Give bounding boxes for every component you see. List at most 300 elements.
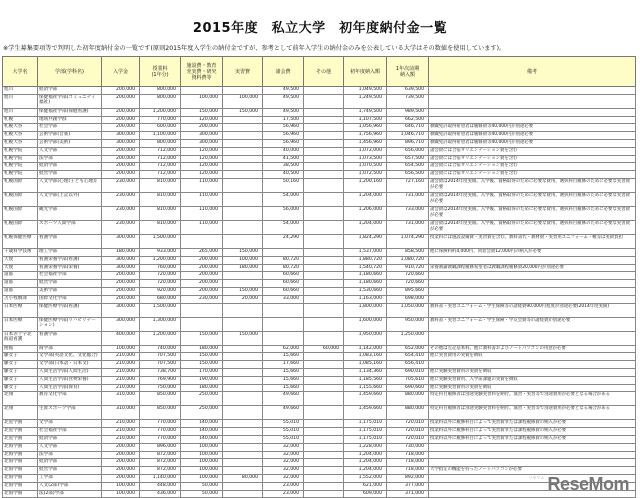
- cell-first-year-total: 1,085,160: [344, 361, 387, 369]
- cell-remarks: 栄養教諭教職課程履修希望者は教職課程履修費20,000円が別途必要: [429, 264, 636, 272]
- cell-faculty: 社会福祉学部: [38, 428, 102, 436]
- cell-other-fee: [304, 147, 344, 155]
- cell-practicum-fee: [223, 406, 263, 420]
- cell-first-term-payment: 662,500: [387, 116, 429, 124]
- table-row: [3, 94, 636, 108]
- cell-faculty: 経済学部: [38, 459, 102, 467]
- header-association-fee: 諸会費: [263, 57, 304, 87]
- cell-university: 日本医療: [3, 317, 38, 331]
- cell-other-fee: [304, 361, 344, 369]
- cell-remarks: [429, 280, 636, 288]
- cell-first-term-payment: 892,000: [387, 474, 429, 482]
- cell-facility-fee: 100,000: [181, 451, 223, 459]
- cell-association-fee: 40,500: [263, 171, 304, 179]
- cell-faculty: 保健福祉学部(保健看護): [38, 108, 102, 116]
- cell-other-fee: [304, 406, 344, 420]
- cell-university: 藤女子: [3, 376, 38, 384]
- cell-facility-fee: [181, 234, 223, 248]
- cell-other-fee: [304, 206, 344, 220]
- cell-first-term-payment: 720,010: [387, 420, 429, 428]
- cell-university: 札幌大谷: [3, 132, 38, 140]
- cell-remarks: 諸会費は2014年度実績。入学後、資格取得のために必要な費用、選択科目履修のために必要な実習費が必要: [429, 206, 636, 220]
- table-row: [3, 376, 636, 384]
- cell-admission-fee: 100,000: [102, 482, 140, 490]
- cell-first-term-payment: 656,500: [387, 171, 429, 179]
- cell-first-year-total: 1,950,000: [344, 331, 387, 345]
- cell-faculty: 人間生活学部(保育): [38, 384, 102, 392]
- table-row: [3, 116, 636, 124]
- cell-first-year-total: 1,072,000: [344, 147, 387, 155]
- cell-first-term-payment: 1,080,720: [387, 256, 429, 264]
- cell-faculty: 経済学部: [38, 435, 102, 443]
- cell-facility-fee: 110,000: [181, 192, 223, 206]
- cell-first-term-payment: 720,010: [387, 428, 429, 436]
- cell-association-fee: 55,010: [263, 420, 304, 428]
- cell-tuition: 1,500,000: [140, 234, 181, 248]
- cell-practicum-fee: [223, 435, 263, 443]
- cell-remarks: 諸会費には合宿オリエンテーション費を含む: [429, 171, 636, 179]
- table-row: [3, 459, 636, 467]
- cell-admission-fee: 210,000: [102, 368, 140, 376]
- cell-university: 北海学園: [3, 451, 38, 459]
- cell-university: 札幌学院: [3, 155, 38, 163]
- cell-facility-fee: 140,000: [181, 428, 223, 436]
- cell-first-term-payment: 896,710: [387, 139, 429, 147]
- cell-tuition: 740,000: [140, 345, 181, 353]
- cell-faculty: 保健医療学部(リハビリテーション): [38, 317, 102, 331]
- cell-facility-fee: 150,000: [181, 361, 223, 369]
- cell-university: 札幌学院: [3, 163, 38, 171]
- cell-facility-fee: [181, 303, 223, 317]
- cell-other-fee: [304, 124, 344, 132]
- cell-tuition: 850,000: [140, 392, 181, 406]
- cell-association-fee: 23,000: [263, 490, 304, 498]
- cell-first-year-total: 1,185,560: [344, 376, 387, 384]
- cell-first-term-payment: 733,000: [387, 206, 429, 220]
- cell-other-fee: [304, 163, 344, 171]
- cell-tuition: 1,100,000: [140, 132, 181, 140]
- cell-other-fee: [304, 392, 344, 406]
- cell-tuition: 800,000: [140, 94, 181, 108]
- cell-first-term-payment: 371,000: [387, 490, 429, 498]
- cell-facility-fee: 180,000: [181, 384, 223, 392]
- cell-first-year-total: 1,175,010: [344, 435, 387, 443]
- cell-practicum-fee: [223, 345, 263, 353]
- cell-remarks: 授業料以外に履修科目によって実習費または課程履修費の納入が必要: [429, 428, 636, 436]
- cell-facility-fee: 100,000: [181, 443, 223, 451]
- cell-admission-fee: 300,000: [102, 317, 140, 331]
- cell-university: 北海学園: [3, 482, 38, 490]
- table-row: [3, 147, 636, 155]
- table-row: [3, 234, 636, 248]
- cell-practicum-fee: [223, 353, 263, 361]
- cell-association-fee: 32,000: [263, 467, 304, 475]
- cell-practicum-fee: [223, 116, 263, 124]
- cell-admission-fee: 300,000: [102, 234, 140, 248]
- table-row: [3, 163, 636, 171]
- cell-remarks: 教職免許取得希望者は履修費等40,000円が別途必要: [429, 124, 636, 132]
- table-row: [3, 178, 636, 192]
- cell-other-fee: [304, 303, 344, 317]
- cell-facility-fee: 110,000: [181, 220, 223, 234]
- cell-remarks: 諸会費には合宿オリエンテーション費を含む: [429, 155, 636, 163]
- cell-other-fee: [304, 87, 344, 95]
- cell-admission-fee: 300,000: [102, 303, 140, 317]
- table-row: [3, 317, 636, 331]
- cell-university: 札幌国際: [3, 206, 38, 220]
- cell-association-fee: 40,000: [263, 147, 304, 155]
- cell-remarks: 他に実験実習費用の実費を徴収: [429, 368, 636, 376]
- cell-remarks: その他は左記基本料。他に教科書およびノートパソコンの用意が必要: [429, 345, 636, 353]
- header-tuition: 授業料 (1年分): [140, 57, 181, 87]
- cell-first-term-payment: 950,000: [387, 317, 429, 331]
- cell-remarks: 教職免許取得希望者は履修費等40,000円が別途必要: [429, 132, 636, 140]
- cell-first-year-total: 1,180,660: [344, 272, 387, 280]
- cell-faculty: 経済学部: [38, 87, 102, 95]
- cell-university: 札幌学院: [3, 171, 38, 179]
- cell-first-term-payment: 739,500: [387, 94, 429, 108]
- header-admission-fee: 入学金: [102, 57, 140, 87]
- cell-facility-fee: 100,000: [181, 467, 223, 475]
- cell-other-fee: [304, 132, 344, 140]
- cell-university: 天使: [3, 256, 38, 264]
- cell-facility-fee: 200,000: [181, 264, 223, 272]
- cell-tuition: 872,000: [140, 451, 181, 459]
- cell-admission-fee: 200,000: [102, 94, 140, 108]
- cell-remarks: [429, 256, 636, 264]
- cell-practicum-fee: [223, 303, 263, 317]
- table-row: [3, 192, 636, 206]
- table-row: [3, 353, 636, 361]
- cell-first-term-payment: 880,000: [387, 392, 429, 406]
- cell-association-fee: 56,960: [263, 139, 304, 147]
- cell-faculty: 文学部: [38, 420, 102, 428]
- cell-admission-fee: 230,000: [102, 178, 140, 192]
- cell-association-fee: 54,000: [263, 192, 304, 206]
- cell-faculty: 経営学部: [38, 171, 102, 179]
- cell-first-year-total: 1,800,000: [344, 303, 387, 317]
- cell-tuition: 707,500: [140, 361, 181, 369]
- header-university: 大学名: [3, 57, 38, 87]
- cell-admission-fee: 200,000: [102, 108, 140, 116]
- cell-practicum-fee: [223, 280, 263, 288]
- cell-university: 北海学園: [3, 459, 38, 467]
- cell-tuition: 712,000: [140, 155, 181, 163]
- cell-first-year-total: 1,083,160: [344, 353, 387, 361]
- cell-tuition: 1,200,000: [140, 108, 181, 116]
- table-row: [3, 280, 636, 288]
- cell-other-fee: [304, 248, 344, 256]
- header-other-fee: その他: [304, 57, 344, 87]
- cell-facility-fee: 150,000: [181, 353, 223, 361]
- cell-faculty: 法学部: [38, 451, 102, 459]
- cell-faculty: 文学部(日本語・日本文): [38, 361, 102, 369]
- cell-admission-fee: 300,000: [102, 256, 140, 264]
- cell-first-term-payment: 690,010: [387, 368, 429, 376]
- cell-facility-fee: 110,000: [181, 206, 223, 220]
- cell-other-fee: [304, 451, 344, 459]
- cell-tuition: 850,000: [140, 406, 181, 420]
- cell-association-fee: [263, 248, 304, 256]
- cell-first-term-payment: 654,410: [387, 353, 429, 361]
- cell-first-term-payment: 731,000: [387, 192, 429, 206]
- cell-admission-fee: 200,000: [102, 467, 140, 475]
- cell-practicum-fee: 100,000: [223, 94, 263, 108]
- cell-association-fee: 62,000: [263, 345, 304, 353]
- cell-admission-fee: 230,000: [102, 220, 140, 234]
- cell-practicum-fee: [223, 178, 263, 192]
- cell-facility-fee: 120,000: [181, 171, 223, 179]
- cell-first-year-total: 1,206,000: [344, 206, 387, 220]
- cell-facility-fee: 140,000: [181, 435, 223, 443]
- cell-first-year-total: 1,249,500: [344, 94, 387, 108]
- cell-faculty: 地域共創学群: [38, 116, 102, 124]
- cell-first-term-payment: 910,720: [387, 264, 429, 272]
- cell-university: 北翔: [3, 392, 38, 406]
- cell-facility-fee: 230,000: [181, 295, 223, 303]
- cell-facility-fee: 110,000: [181, 178, 223, 192]
- cell-faculty: 観光学部: [38, 206, 102, 220]
- cell-association-fee: 60,660: [263, 287, 304, 295]
- cell-remarks: 諸会費は2014年度実績。入学後、資格取得のために必要な費用、選択科目履修のために必要な実習費が必要: [429, 178, 636, 192]
- cell-university: 北海学園: [3, 490, 38, 498]
- cell-other-fee: [304, 435, 344, 443]
- cell-first-term-payment: 705,610: [387, 376, 429, 384]
- cell-remarks: [429, 94, 636, 108]
- cell-other-fee: [304, 178, 344, 192]
- cell-admission-fee: 200,000: [102, 451, 140, 459]
- cell-tuition: 707,500: [140, 353, 181, 361]
- cell-facility-fee: 170,000: [181, 368, 223, 376]
- cell-tuition: 810,000: [140, 178, 181, 192]
- cell-practicum-fee: [223, 467, 263, 475]
- cell-remarks: 諸会費は2014年度実績。入学後、資格取得のために必要な費用、選択科目履修のために必要な実習費が必要: [429, 220, 636, 234]
- cell-admission-fee: 180,000: [102, 248, 140, 256]
- cell-remarks: 諸会費には合宿オリエンテーション費を含む: [429, 163, 636, 171]
- cell-faculty: 看護学部: [38, 234, 102, 248]
- header-facility-fee: 施設費・教育 充実費・研究 資料費等: [181, 57, 223, 87]
- cell-other-fee: [304, 287, 344, 295]
- cell-remarks: [429, 459, 636, 467]
- cell-other-fee: [304, 280, 344, 288]
- cell-university: 北星学園: [3, 420, 38, 428]
- cell-facility-fee: [181, 317, 223, 331]
- cell-admission-fee: 400,000: [102, 331, 140, 345]
- cell-admission-fee: 200,000: [102, 443, 140, 451]
- cell-facility-fee: 100,000: [181, 459, 223, 467]
- cell-practicum-fee: [223, 392, 263, 406]
- cell-practicum-fee: 150,000: [223, 248, 263, 256]
- cell-practicum-fee: 80,000: [223, 474, 263, 482]
- cell-first-term-payment: 656,410: [387, 361, 429, 369]
- cell-remarks: [429, 272, 636, 280]
- cell-other-fee: [304, 443, 344, 451]
- cell-remarks: [429, 116, 636, 124]
- cell-tuition: 760,000: [140, 264, 181, 272]
- cell-first-year-total: 1,142,000: [344, 345, 387, 353]
- table-row: [3, 443, 636, 451]
- cell-practicum-fee: [223, 428, 263, 436]
- table-row: [3, 451, 636, 459]
- cell-facility-fee: 120,000: [181, 116, 223, 124]
- cell-facility-fee: 140,000: [181, 420, 223, 428]
- table-row: [3, 139, 636, 147]
- cell-remarks: 授業料には施設設備費・実習費を含む。教科書代・教材費・実習用ユニフォーム・靴等は実費負担: [429, 234, 636, 248]
- cell-tuition: 810,000: [140, 220, 181, 234]
- cell-practicum-fee: 180,000: [223, 264, 263, 272]
- cell-other-fee: [304, 171, 344, 179]
- table-row: [3, 124, 636, 132]
- cell-first-year-total: 1,107,500: [344, 116, 387, 124]
- cell-other-fee: [304, 155, 344, 163]
- cell-first-year-total: 1,070,500: [344, 163, 387, 171]
- cell-admission-fee: 210,000: [102, 376, 140, 384]
- cell-tuition: 750,000: [140, 384, 181, 392]
- cell-faculty: 社会学部: [38, 124, 102, 132]
- cell-tuition: 1,140,000: [140, 474, 181, 482]
- cell-tuition: 1,500,000: [140, 303, 181, 317]
- cell-first-year-total: 1,073,500: [344, 155, 387, 163]
- cell-association-fee: 49,500: [263, 94, 304, 108]
- table-header-row: [3, 57, 636, 87]
- cell-university: 旭川: [3, 108, 38, 116]
- cell-practicum-fee: 150,000: [223, 331, 263, 345]
- cell-other-fee: [304, 474, 344, 482]
- cell-university: 藤女子: [3, 361, 38, 369]
- cell-practicum-fee: [223, 139, 263, 147]
- cell-university: 札幌保健医療: [3, 234, 38, 248]
- cell-tuition: 738,700: [140, 368, 181, 376]
- header-practicum-fee: 実習費: [223, 57, 263, 87]
- cell-first-term-payment: 718,000: [387, 459, 429, 467]
- cell-association-fee: 15,660: [263, 368, 304, 376]
- cell-faculty: 経営学部: [38, 280, 102, 288]
- cell-association-fee: 80,720: [263, 264, 304, 272]
- cell-other-fee: [304, 220, 344, 234]
- cell-practicum-fee: 150,000: [223, 287, 263, 295]
- cell-faculty: 工学部: [38, 474, 102, 482]
- cell-first-year-total: 1,056,960: [344, 124, 387, 132]
- cell-university: 札幌国際: [3, 178, 38, 192]
- cell-association-fee: [263, 317, 304, 331]
- cell-faculty: 経済学部: [38, 163, 102, 171]
- cell-facility-fee: 200,000: [181, 272, 223, 280]
- cell-admission-fee: 200,000: [102, 163, 140, 171]
- cell-association-fee: 55,010: [263, 435, 304, 443]
- cell-facility-fee: 250,000: [181, 406, 223, 420]
- cell-first-term-payment: 690,660: [387, 384, 429, 392]
- cell-other-fee: [304, 256, 344, 264]
- cell-first-year-total: 1,228,000: [344, 443, 387, 451]
- cell-first-year-total: 1,200,160: [344, 178, 387, 192]
- cell-first-year-total: 1,180,660: [344, 280, 387, 288]
- cell-faculty: 美術学部: [38, 287, 102, 295]
- cell-first-year-total: 1,824,290: [344, 234, 387, 248]
- cell-admission-fee: 300,000: [102, 139, 140, 147]
- cell-first-year-total: 1,456,960: [344, 139, 387, 147]
- cell-first-term-payment: 646,710: [387, 124, 429, 132]
- cell-first-term-payment: 731,000: [387, 220, 429, 234]
- cell-other-fee: [304, 467, 344, 475]
- cell-admission-fee: 200,000: [102, 171, 140, 179]
- cell-faculty: スポーツ人間学部: [38, 220, 102, 234]
- cell-university: 旭川: [3, 87, 38, 95]
- cell-admission-fee: 210,000: [102, 435, 140, 443]
- table-row: [3, 435, 636, 443]
- table-row: [3, 482, 636, 490]
- cell-admission-fee: 200,000: [102, 459, 140, 467]
- cell-first-year-total: 609,000: [344, 490, 387, 498]
- cell-faculty: 国際文化学部: [38, 295, 102, 303]
- table-row: [3, 272, 636, 280]
- cell-faculty: 人間生活学部(人間生活): [38, 368, 102, 376]
- cell-university: 道都: [3, 272, 38, 280]
- cell-tuition: 872,000: [140, 459, 181, 467]
- cell-association-fee: 54,000: [263, 220, 304, 234]
- cell-facility-fee: 150,000: [181, 331, 223, 345]
- cell-remarks: [429, 361, 636, 369]
- cell-facility-fee: 120,000: [181, 155, 223, 163]
- cell-tuition: 720,000: [140, 280, 181, 288]
- cell-faculty: 商学部: [38, 345, 102, 353]
- cell-other-fee: [304, 272, 344, 280]
- cell-first-year-total: 1,540,720: [344, 264, 387, 272]
- cell-faculty: 経営学部: [38, 467, 102, 475]
- cell-tuition: 896,000: [140, 443, 181, 451]
- cell-association-fee: 80,720: [263, 256, 304, 264]
- cell-tuition: 770,000: [140, 116, 181, 124]
- cell-first-year-total: 1,204,000: [344, 451, 387, 459]
- cell-admission-fee: 310,000: [102, 406, 140, 420]
- cell-other-fee: [304, 482, 344, 490]
- cell-faculty: 生涯スポーツ学部: [38, 406, 102, 420]
- resemom-logo: ReseMom: [547, 474, 630, 495]
- cell-association-fee: 15,660: [263, 384, 304, 392]
- cell-university: 藤女子: [3, 368, 38, 376]
- cell-faculty: 看護栄養学部(栄養): [38, 264, 102, 272]
- cell-admission-fee: 200,000: [102, 272, 140, 280]
- cell-university: 藤女子: [3, 384, 38, 392]
- cell-first-year-total: 1,552,000: [344, 474, 387, 482]
- cell-first-term-payment: 720,010: [387, 435, 429, 443]
- cell-admission-fee: 300,000: [102, 132, 140, 140]
- cell-association-fee: 56,960: [263, 124, 304, 132]
- cell-association-fee: 32,000: [263, 459, 304, 467]
- cell-other-fee: [304, 116, 344, 124]
- cell-faculty: 芸術学部(美術): [38, 139, 102, 147]
- cell-association-fee: [263, 331, 304, 345]
- cell-university: 道都: [3, 280, 38, 288]
- cell-remarks: 教科書・実習ユニフォーム・学生保険等の諸経費90,000円程度が別途必要(2014年度実績): [429, 303, 636, 317]
- cell-admission-fee: 200,000: [102, 116, 140, 124]
- cell-admission-fee: 210,000: [102, 353, 140, 361]
- table-row: [3, 87, 636, 95]
- cell-university: 北星学園: [3, 435, 38, 443]
- cell-other-fee: [304, 428, 344, 436]
- cell-tuition: 712,000: [140, 163, 181, 171]
- cell-admission-fee: 230,000: [102, 206, 140, 220]
- cell-admission-fee: 100,000: [102, 490, 140, 498]
- cell-first-term-payment: 718,000: [387, 451, 429, 459]
- cell-university: 道都: [3, 287, 38, 295]
- cell-faculty: 保健福祉学部(コミュニティ福祉): [38, 94, 102, 108]
- cell-university: 函館: [3, 345, 38, 353]
- cell-practicum-fee: 20,000: [223, 295, 263, 303]
- cell-facility-fee: 100,000: [181, 474, 223, 482]
- cell-association-fee: 60,660: [263, 272, 304, 280]
- cell-tuition: 436,000: [140, 490, 181, 498]
- cell-other-fee: [304, 295, 344, 303]
